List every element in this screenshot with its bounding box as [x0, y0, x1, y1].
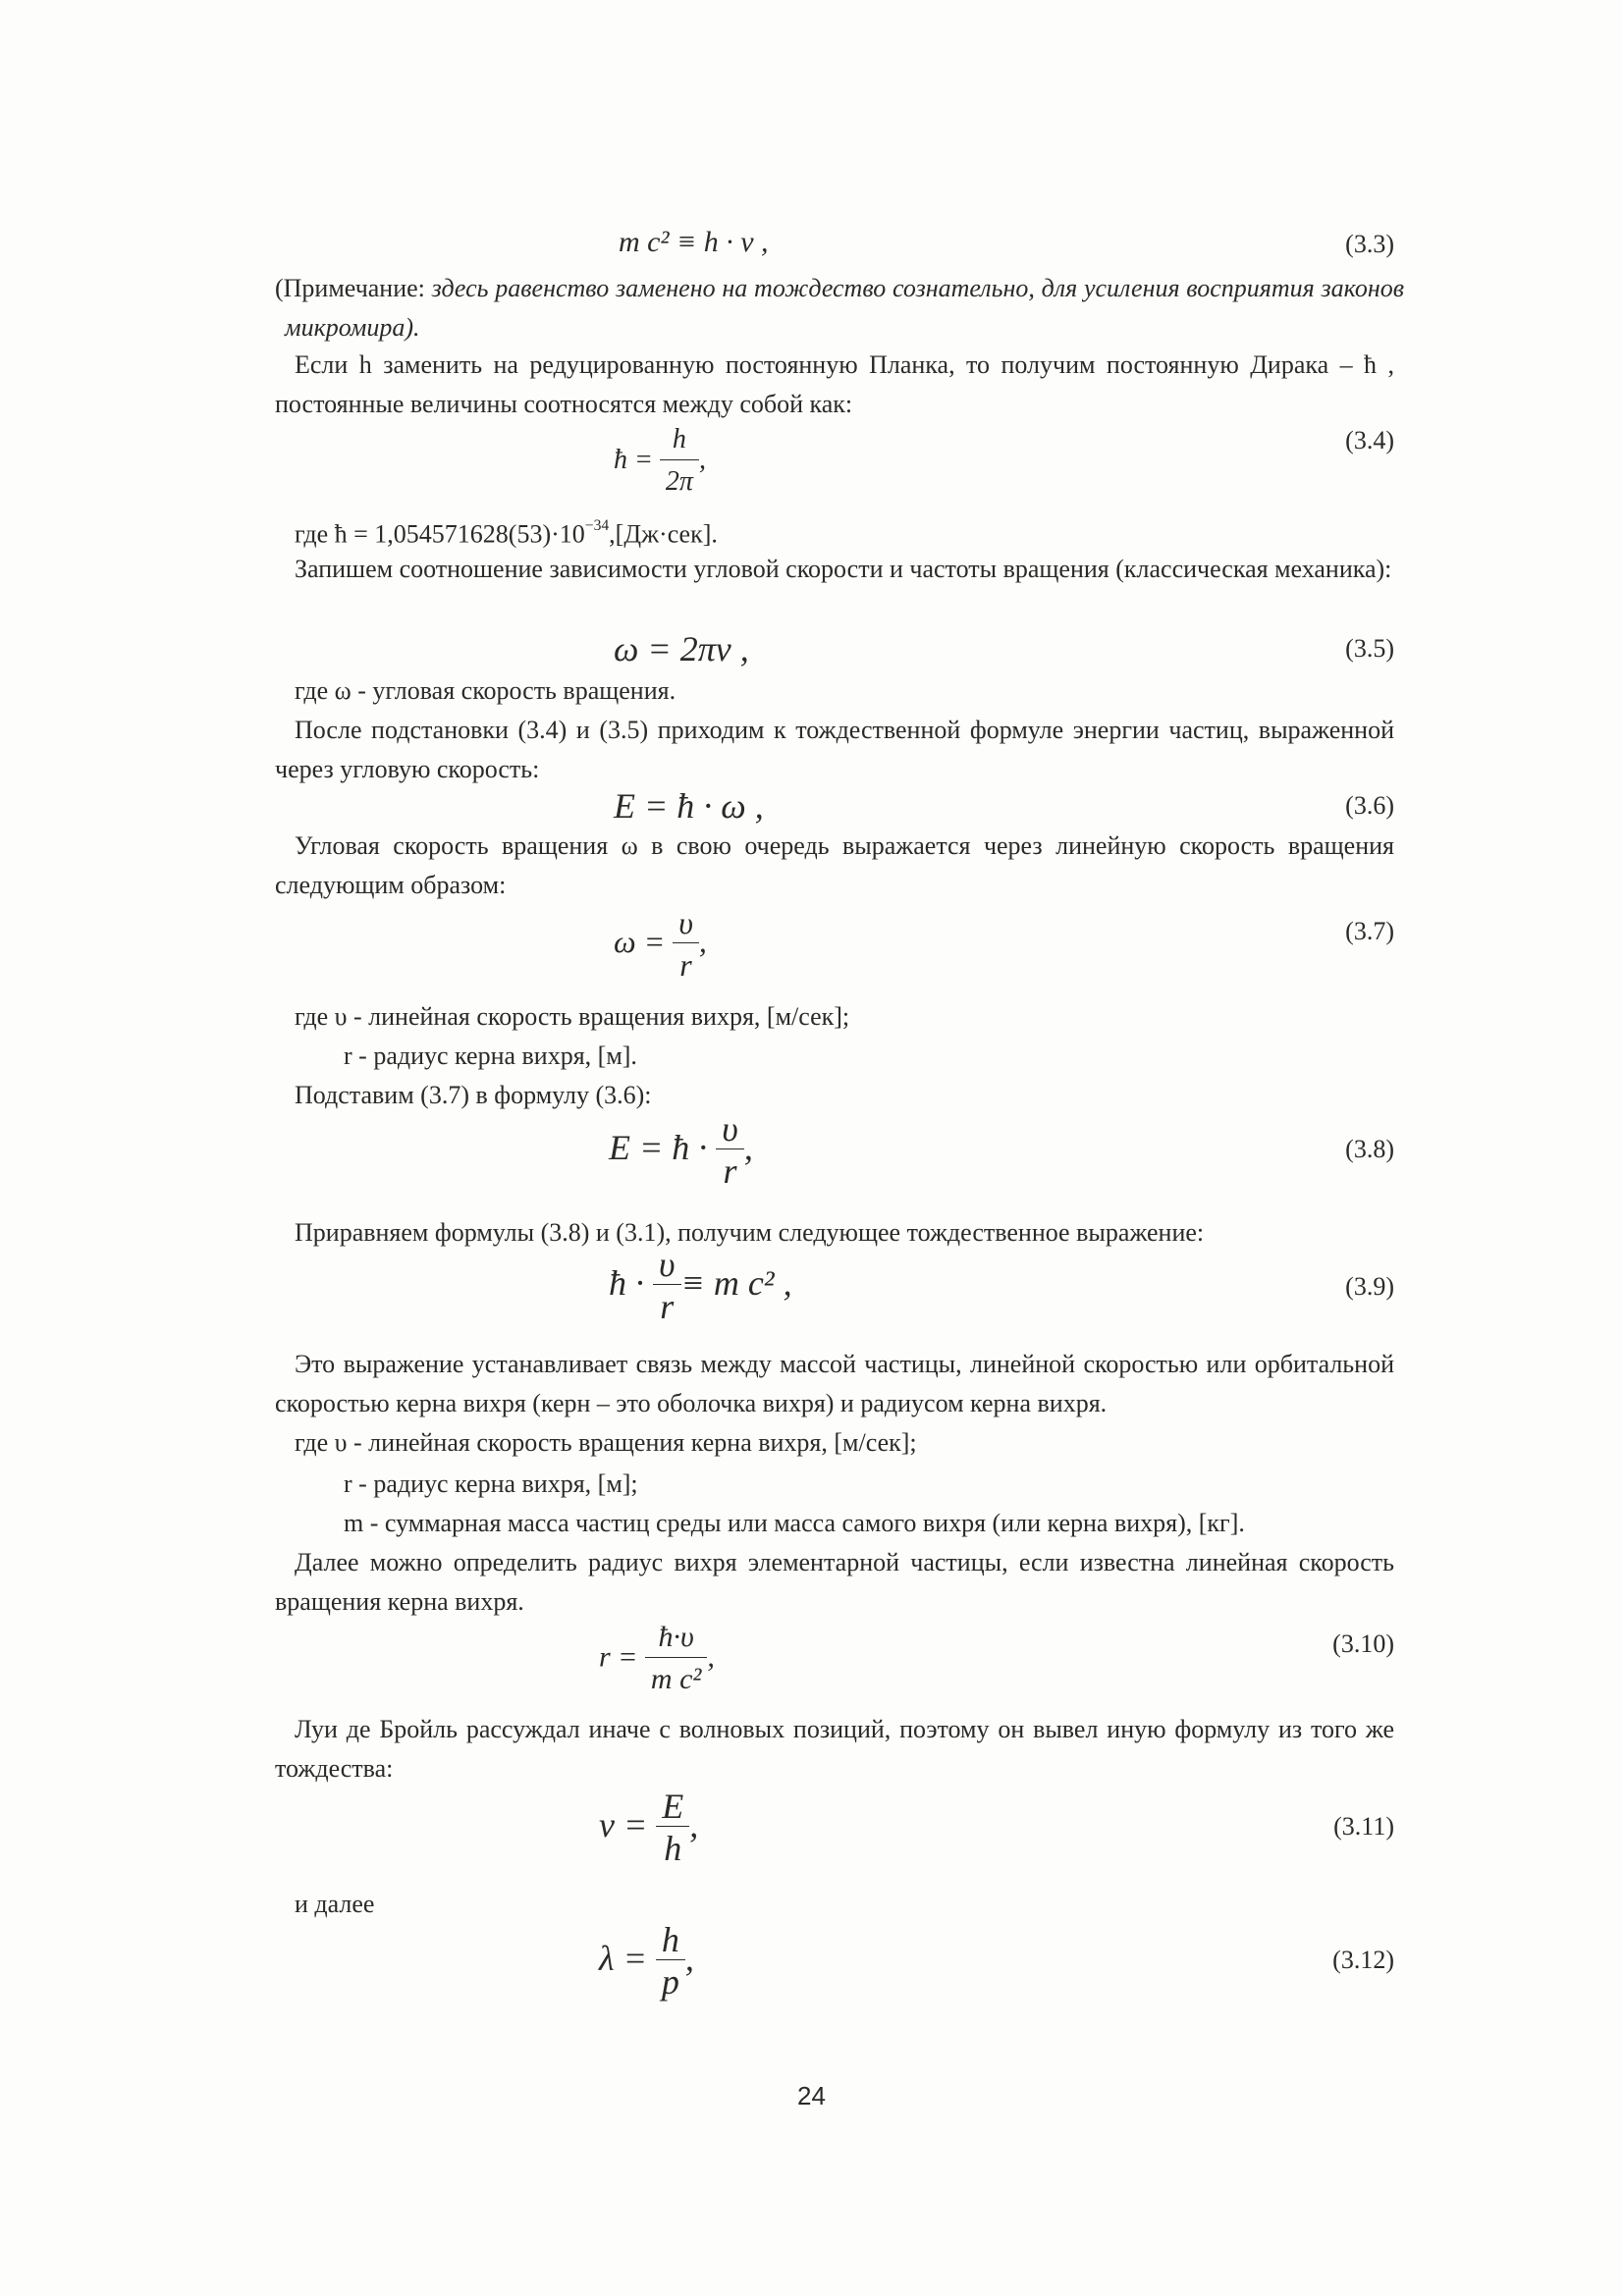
- where-line: где ω - угловая скорость вращения.: [295, 676, 676, 705]
- equation-3-5: ω = 2πν ,: [614, 629, 749, 668]
- where-line: r - радиус керна вихря, [м].: [344, 1041, 637, 1070]
- note-text: здесь равенство заменено на тождество сознательно, для усиления восприятия законов микромира).: [285, 274, 1404, 342]
- equation-number: (3.12): [1332, 1946, 1394, 1974]
- equation-number: (3.8): [1345, 1135, 1394, 1163]
- equation-number: (3.5): [1345, 634, 1394, 663]
- paragraph: Угловая скорость вращения ω в свою очередь выражается через линейную скорость вращения следующим образом:: [275, 831, 1394, 899]
- equation-number: (3.4): [1345, 426, 1394, 454]
- page-number: 24: [797, 2081, 826, 2110]
- equation-number: (3.6): [1345, 791, 1394, 820]
- where-line: где ħ = $1,054571628(53)\cdot 10^{-34},[Дж\cdot сек]$.: [295, 517, 718, 549]
- equation-3-9: ħ · $\frac{\upsilon}{r}$ ≡ m c² ,: [609, 1245, 792, 1326]
- equation-3-3: m c² ≡ h · ν ,: [619, 226, 769, 258]
- where-line: r - радиус керна вихря, [м];: [344, 1469, 638, 1498]
- paragraph: Приравняем формулы (3.8) и (3.1), получим следующее тождественное выражение:: [295, 1218, 1205, 1247]
- paragraph: Это выражение устанавливает связь между массой частицы, линейной скоростью или орбитальной скоростью керна вихря (керн – это оболочка вихря) и радиусом керна вихря.: [275, 1350, 1394, 1417]
- where-line: Подставим (3.7) в формулу (3.6):: [295, 1081, 652, 1109]
- paragraph: Луи де Бройль рассуждал иначе с волновых позиций, поэтому он вывел иную формулу из того же тождества:: [275, 1715, 1394, 1783]
- equation-3-12: λ = $\frac{h}{p}$ ,: [599, 1920, 694, 2002]
- paragraph: После подстановки (3.4) и (3.5) приходим к тождественной формуле энергии частиц, выраженной через угловую скорость:: [275, 716, 1394, 783]
- equation-number: (3.11): [1333, 1812, 1394, 1841]
- where-line: m - суммарная масса частиц среды или масса самого вихря (или керна вихря), [кг].: [344, 1509, 1245, 1537]
- equation-number: (3.7): [1345, 917, 1394, 945]
- equation-number: (3.10): [1332, 1629, 1394, 1658]
- paragraph: Запишем соотношение зависимости угловой скорости и частоты вращения (классическая механика):: [295, 555, 1392, 583]
- paragraph: Если h заменить на редуцированную постоянную Планка, то получим постоянную Дирака – ħ , постоянные величины соотносятся между собой как:: [275, 350, 1394, 418]
- equation-3-10: r = $\frac{ħ\cdot\upsilon}{\text{m c²}}$ ,: [599, 1618, 715, 1701]
- note-paragraph: [275, 269, 1404, 347]
- note-label: (Примечание:: [275, 274, 425, 302]
- equation-3-6: E = ħ · ω ,: [614, 786, 764, 826]
- paragraph: Далее можно определить радиус вихря элементарной частицы, если известна линейная скорость вращения керна вихря.: [275, 1548, 1394, 1616]
- where-line: где υ - линейная скорость вращения вихря, [м/сек];: [295, 1002, 850, 1031]
- equation-3-7: ω = $\frac{\upsilon}{r}$ ,: [614, 905, 707, 983]
- equation-number: (3.9): [1345, 1272, 1394, 1301]
- equation-3-8: E = ħ · $\frac{\upsilon}{r}$ ,: [609, 1109, 753, 1191]
- equation-number: (3.3): [1345, 230, 1394, 258]
- equation-3-4: ħ = $\frac{h}{2\pi}$ ,: [614, 420, 706, 504]
- equation-3-11: ν = $\frac{E}{h}$ ,: [599, 1787, 699, 1868]
- where-line: где υ - линейная скорость вращения керна вихря, [м/сек];: [295, 1428, 917, 1457]
- paragraph: и далее: [295, 1890, 375, 1918]
